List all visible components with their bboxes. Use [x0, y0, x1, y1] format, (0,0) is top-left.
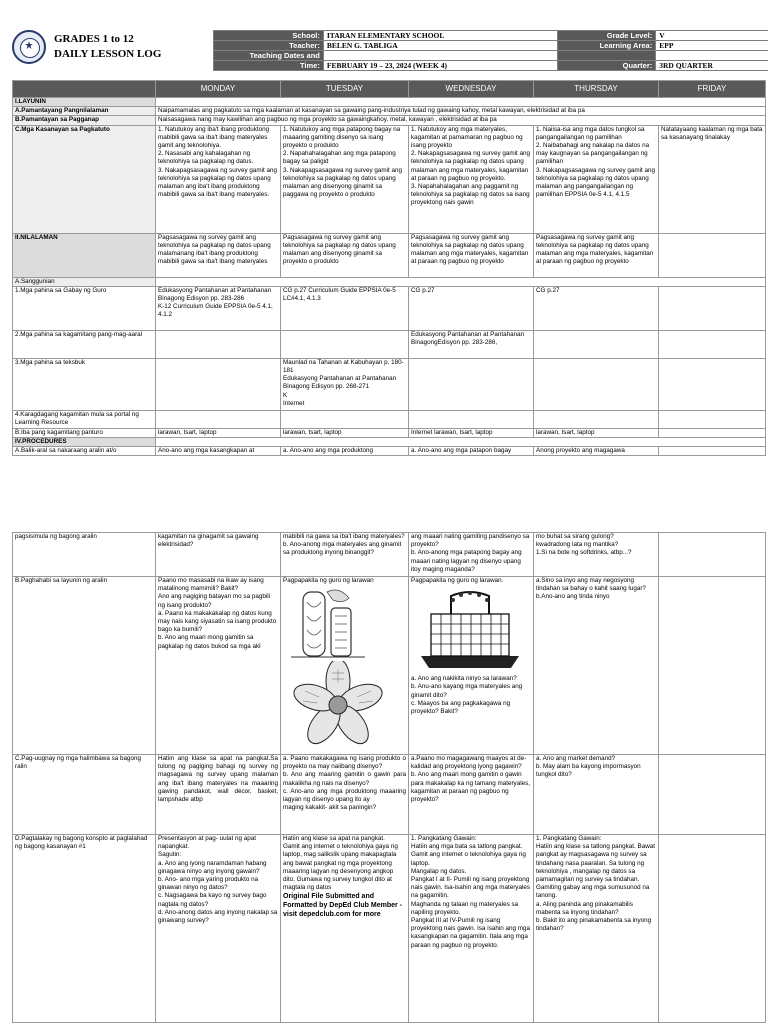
paghahabi-thursday: a.Sino sa inyo ang may negosyong tindahan sa bahay o kahit saang lugar? b.Ano-ano ang tinda ninyo — [534, 577, 659, 755]
row-label-pag-uugnay: C.Pag-uugnay ng mga halimbawa sa bagong ralin — [13, 755, 156, 835]
dates-label-1: Teaching Dates and — [214, 51, 324, 61]
nilalaman-thursday: Pagsasagawa ng survey gamit ang teknolohiya sa pagkalap ng datos upang malaman ang mga materyales, kagamitan at paraan ng pagbuo ng proyekto — [534, 233, 659, 277]
bottle-cap-basket-picture — [411, 586, 531, 674]
day-wednesday: WEDNESDAY — [409, 81, 534, 98]
balik-aral-wednesday: a. Ano-ano ang mga patapon bagay — [409, 447, 534, 456]
pag-uugnay-monday: Hatiin ang klase sa apat na pangkat.Sa tulong ng pagiging bahagi ng survey ng magsagawa ng survey upang malaman ang iba't ibang materyales na maaaring gawing pandakot, wall décor, basket, lampshade atbp — [156, 755, 281, 835]
nilalaman-monday: Pagsasagawa ng survey gamit ang teknolohiya sa pagkalap ng datos upang malamanang iba't ibang produktong mabibili gawa sa iba't ibang materyales — [156, 233, 281, 277]
nilalaman-wednesday: Pagsasagawa ng survey gamit ang teknolohiya sa pagkalap ng datos upang malaman ang mga materyales, kagamitan at paraan ng pagbuo ng proyekto — [409, 233, 534, 277]
page-one — [0, 0, 768, 470]
paghahabi-wednesday-questions: a. Ano ang nakikita ninyo sa larawan? b. Anu-ano kayang mga materyales ang ginamit dito? c. Maayos ba ang pagkakagawa ng proyekto? Bakit? — [411, 675, 523, 716]
row-label-balik-aral: A.Balik-aral sa nakaraang aralin at/o — [13, 447, 156, 456]
vase-picture — [283, 586, 406, 660]
school-value: ITARAN ELEMENTARY SCHOOL — [323, 31, 558, 41]
quarter-value: 3RD QUARTER — [656, 61, 768, 71]
teacher-label: Teacher: — [214, 41, 324, 51]
row-label-sanggunian: A.Sanggunian — [13, 277, 156, 286]
depedclub-watermark: Original File Submitted and Formatted by DepEd Club Member - visit depedclub.com for more — [283, 893, 403, 919]
kagamitan-monday: larawan, tsart, laptop — [156, 428, 281, 437]
paghahabi-monday: Paano mo masasabi na ikaw ay isang matalinong mamimili? Bakit? Ano ang nagiging batayan mo sa pagbili ng isang produkto? a. Paano ka makakakalap ng datos kung may nais kang siyasatin sa isang produkto bago ka bumili? b. Ano ang maari mong gamitin sa pagkalap ng datos bukod sa mga akl — [156, 577, 281, 755]
pamantayan-sa-pagganap-text: Naisasagawa nang may kawilihan ang pagbuo ng mga proyekto sa gawaingkahoy, metal, kawayan , elektrisidad at iba pa — [156, 116, 766, 125]
kasanayan-tuesday: 1. Natutukoy ang mga patapong bagay na maaaring gamiting disenyo sa isang proyekto o produkto 2. Napahahalagahan ang mga patapong bagay sa paligid 3. Nakapagsasagawa ng survey gamit ang teknolohiya sa pagkalap ng datos upang malaman ang disenyong ginamit sa paggawa ng proyekto o produkto — [281, 125, 409, 233]
pagtalakay-thursday: 1. Pangkatang Gawain: Hatiin ang klase sa tatlong pangkat. Bawat pangkat ay magsasagawa ng survey sa tindahang nasa paaralan. Sa tulong ng teknolohiya , mangalap ng datos sa pamamagitan ng survey sa tindahan. Gamiting gabay ang mga sumusunod na tanong. a. Aling paninda ang pinakamabilis mabenta sa inyong tindahan? b. Bakit ito ang pinakamabenta sa inyong tindahan? — [534, 835, 659, 1023]
kagamitan-wednesday: Internet larawan, tsart, laptop — [409, 428, 534, 437]
section-procedures: IV.PROCEDURES — [13, 438, 156, 447]
day-header-row — [13, 81, 766, 98]
area-label: Learning Area: — [558, 41, 656, 51]
lesson-log-table — [12, 80, 766, 456]
title-line-2: DAILY LESSON LOG — [54, 48, 162, 60]
nilalaman-tuesday: Pagsasagawa ng survey gamit ang teknolohiya sa pagkalap ng datos upang malaman ang disenyong ginamit sa proyekto o produkto — [281, 233, 409, 277]
quarter-label: Quarter: — [558, 61, 656, 71]
pagtalakay-tuesday — [281, 835, 409, 1023]
day-friday: FRIDAY — [659, 81, 766, 98]
dates-label-2: Time: — [214, 61, 324, 71]
gabay-wednesday: CG p.27 — [409, 286, 534, 330]
paghahabi-tuesday — [281, 577, 409, 755]
teacher-value: BELEN G. TABLIGA — [323, 41, 558, 51]
paghahabi-wednesday-caption: Pagpapakita ng guro ng larawan. — [411, 577, 504, 584]
lesson-log-table-continued — [12, 532, 766, 1023]
row-label-paghahabi: B.Paghahabi sa layunin ng aralin — [13, 577, 156, 755]
area-value: EPP — [656, 41, 768, 51]
day-thursday: THURSDAY — [534, 81, 659, 98]
row-label-pagtalakay: D.Pagtalakay ng bagong konspto at paglalahad ng bagong kasanayan #1 — [13, 835, 156, 1023]
row-label-nilalaman: II.NILALAMAN — [13, 233, 156, 277]
row-label-learning-resource: 4.Karagdagang kagamitan mula sa portal ng Learning Resource — [13, 410, 156, 428]
grade-value: V — [656, 31, 768, 41]
pag-uugnay-wednesday: a.Paano mo magagawang maayos at de-kalidad ang proyektong iyong gagawin? b. Ano ang maari mong gamitin o gawin para makakalap ka ng tamang materyales, kagamitan at paraan ng pagbuo ng proyekto? — [409, 755, 534, 835]
school-info-table — [213, 30, 768, 71]
page-break — [0, 470, 768, 532]
gabay-thursday: CG p.27 — [534, 286, 659, 330]
balik-aral-tuesday: a. Ano-ano ang mga produktong — [281, 447, 409, 456]
balik-aral-cont-tuesday: mabibili na gawa sa iba't ibang materyales? b. Ano-anong mga materyales ang ginamit sa produktong inyong binanggit? — [281, 533, 409, 577]
pagtalakay-wednesday: 1. Pangkatang Gawain: Hatiin ang mga bata sa tatlong pangkat. Gamit ang internet o teknolohiya gaya ng laptop. Mangalap ng datos. Pangkat I at II- Pumili ng isang proyektong nais gawin. Isa-isahin ang mga materyales na gagamitin. Maghanda ng talaan ng materyales sa napiling proyekto. Pangkat III at IV-Pumili ng isang proyektong nais gawin. Isa isahin ang mga kasangkapan na gagamitin. Itala ang mga paraan ng pagbuo ng proyekto. — [409, 835, 534, 1023]
pag-uugnay-tuesday: a. Paano makakagawa ng isang produkto o proyekto na may naiibang disenyo? b. Ano ang maaring gamitin o gawin para makalikha ng nais na disenyo? c. Ano-ano ang mga produktong maaaring lagyan ng disenyo upang ito ay maging kakakit- akit sa paningin? — [281, 755, 409, 835]
school-label: School: — [214, 31, 324, 41]
day-tuesday: TUESDAY — [281, 81, 409, 98]
row-label-teksbuk: 3.Mga pahina sa teksbuk — [13, 358, 156, 410]
paghahabi-tuesday-caption: Pagpapakita ng guro ng larawan — [283, 577, 374, 584]
kasanayan-monday: 1. Natutukoy ang iba't ibang produktong mabibili gawa sa iba't ibang materyales gamit ang teknolohiya. 2. Nasasabi ang kahalagahan ng teknolohiya sa pagkalap ng datus. 3. Nakapagsasagawa ng survey gamit ang teknolohiya sa pagkalap ng datos upang malaman ang iba't ibang produktong mabibili gawa sa iba't ibang materyales. — [156, 125, 281, 233]
teksbuk-tuesday: Maunlad na Tahanan at Kabuhayan p. 180-181 Edukasyong Pantahanan at Pantahanan Binagong Edisyon pp. 268-271 K Internet — [281, 358, 409, 410]
dll-title — [54, 32, 161, 62]
section-layunin: I.LAYUNIN — [13, 98, 156, 107]
paghahabi-wednesday — [409, 577, 534, 755]
kagamitan-thursday: larawan, tsart, laptop — [534, 428, 659, 437]
page-two — [0, 532, 768, 1024]
balik-aral-cont-wednesday: ang maaari nating gamiting pandisenyo sa proyekto? b. Ano-anong mga patapong bagay ang maaari nating lagyan ng disenyo upang itoy maging maganda? — [409, 533, 534, 577]
kasanayan-wednesday: 1. Natutukoy ang mga materyales, kagamitan at pamamaran ng pagbuo ng isang proyekto 2. Nakapagsasagawa ng survey gamit ang teknolohiya sa pagkalap ng datos upang malaman ang mga materyales, kagamitan at paraan ng pagbuo ng proyekto. 3. Napahahalagahan ang paggamit ng teknolohiya sa pagkalap ng datos sa isang proyektong nais gawin — [409, 125, 534, 233]
flower-picture — [283, 661, 406, 749]
kagamitang-wednesday: Edukasyong Pantahanan at Pantahanan BinagongEdisyon pp. 283-286, — [409, 330, 534, 358]
kasanayan-thursday: 1. Naiisa-isa ang mga datos tungkol sa pangangailangan ng pamilihan 2. Naibabahagi ang nakalap na datos na may kaugnayan sa pangangailangan ng pamilihan 3. Nakapagsasagawa ng survey gamit ang teknolohiya sa pagkalap ng datos upang malaman ang pangangailangan ng pamilihan EPPSIA 0e-5 4.1, 4.1.5 — [534, 125, 659, 233]
dll-header — [12, 30, 764, 72]
title-line-1: GRADES 1 to 12 — [54, 33, 134, 45]
grade-label: Grade Level: — [558, 31, 656, 41]
deped-seal-icon — [12, 30, 46, 64]
balik-aral-monday: Ano-ano ang mga kasangkapan at — [156, 447, 281, 456]
gabay-tuesday: CG p.27 Curriculum Guide EPPSIA 0e-5 LC#4.1, 4.1.3 — [281, 286, 409, 330]
row-label-gabay-ng-guro: 1.Mga pahina sa Gabay ng Guro — [13, 286, 156, 330]
kagamitan-tuesday: larawan, tsart, laptop — [281, 428, 409, 437]
row-label-iba-pang-kagamitan: B.Iba pang kagamitang panturo — [13, 428, 156, 437]
balik-aral-thursday: Anong proyekto ang magagawa — [534, 447, 659, 456]
pamantayang-pangnilalaman-text: Naipamamalas ang pagkatuto sa mga kaalaman at kasanayan sa gawaing pang-industriya tulad ng gawaing kahoy, metal kawayan, elektrisidad at iba pa — [156, 107, 766, 116]
kasanayan-friday: Natatayaang kaalaman ng mga bata sa kasanayang tinalakay — [659, 125, 766, 233]
row-label-pagsisimula: pagsisimula ng bagong aralin — [13, 533, 156, 577]
row-label-pamantayang-pangnilalaman: A.Pamantayang Pangnilalaman — [13, 107, 156, 116]
pag-uugnay-thursday: a. Ano ang market demand? b. May alam ba kayong impormasyon tungkol dito? — [534, 755, 659, 835]
gabay-monday: Edukasyong Pantahanan at Pantahanan Binagong Edisyon pp. 283-286 K-12 Curriculum Guide EPPSIA 0e-5 4.1, 4.1.2 — [156, 286, 281, 330]
row-label-pamantayan-sa-pagganap: B.Pamantayan sa Pagganap — [13, 116, 156, 125]
pagtalakay-monday: Presentasyon at pag- uulat ng apat napangkat. Sagutin: a. Ano ang iyong naramdaman habang ginagawa ninyo ang inyong gawain? b. Ano- ano mga yaring produkto na ginawan ninyo ng datos? c. Nagsagawa ba kayo ng survey bago nagtala ng datos? d. Ano-anong datos ang inyong nakalap sa ginawang survey? — [156, 835, 281, 1023]
row-label-kagamitang-pang-mag-aaral: 2.Mga pahina sa kagamitang pang-mag-aaral — [13, 330, 156, 358]
balik-aral-cont-thursday: mo buhat sa sirang gulong? kwadradong lata ng mantika? 1.Si na bote ng softdrinks, atbp...? — [534, 533, 659, 577]
balik-aral-cont-monday: kagamitan na ginagamit sa gawaing elektrisidad? — [156, 533, 281, 577]
row-label-kasanayan: C.Mga Kasanayan sa Pagkatuto — [13, 125, 156, 233]
dates-value: FEBRUARY 19 – 23, 2024 (WEEK 4) — [323, 61, 558, 71]
day-monday: MONDAY — [156, 81, 281, 98]
pagtalakay-tuesday-text: Hatiin ang klase sa apat na pangkat. Gamit ang internet o teknolohiya gaya ng laptop, mag salikslik upang makapagtala ang bawat pangkat ng mga proyektong maaaring lagyan ng desenyong angkop dito. Gumawa ng survey tungkol dito at magtala ng datos — [283, 835, 398, 892]
